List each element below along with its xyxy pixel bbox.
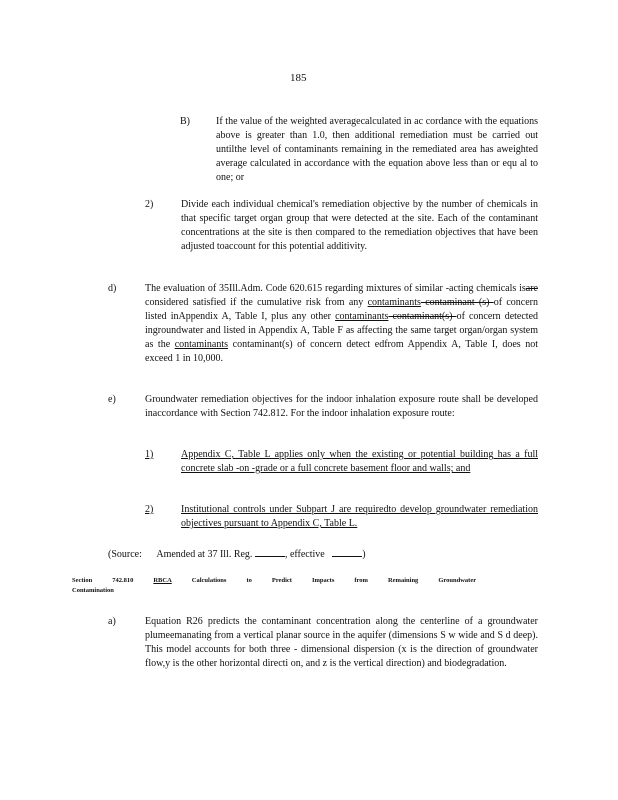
item-d-part3: considered satisfied if the cumulative risk from any [145, 297, 364, 308]
section-w9: Contamination [72, 587, 114, 594]
source-note [108, 546, 366, 562]
section-number: 742.810 [112, 577, 134, 584]
item-d-label: d) [108, 283, 117, 294]
item-d-strike3: contaminant(s) [388, 311, 457, 322]
item-d-part6: of concern listed inAppendix A, Table I, plus any other [145, 297, 539, 322]
section-w4: Predict [271, 577, 292, 584]
source-close: ) [362, 549, 366, 560]
source-open: (Source: [108, 549, 142, 560]
item-e1-label: 1) [145, 449, 154, 460]
source-effective: , effective [284, 549, 325, 560]
item-e-text: Groundwater remediation objectives for the indoor inhalation exposure route shall be developed inaccordance with Section 742.812. For the indoor inhalation exposure route: [145, 394, 538, 419]
item-d-insert3: contaminants [174, 339, 229, 350]
source-blank-date [332, 546, 362, 557]
section-w2: Calculations [191, 577, 227, 584]
item-a-text: Equation R26 predicts the contaminant concentration along the centerline of a groundwater plumeemanating from a vertical planar source in the aquifer (dimensions S w wide and S d deep). This model accounts for both three - dimensional dispersion (x is the direction of groundwater flow,y is the other horizontal directi on, and z is the vertical direction) and biodegradation. [145, 616, 538, 669]
item-e1-text: Appendix C, Table L applies only when the existing or potential building has a full concrete slab -on -grade or a full concrete basement floor and walls; and [181, 449, 538, 474]
page-number: 185 [290, 72, 307, 84]
item-d-part1: The evaluation of 35Ill.Adm. Code 620.615 regarding mixtures of similar -acting chemicals is [145, 283, 526, 294]
item-d-insert2: contaminants [335, 311, 389, 322]
item-e2-text: Institutional controls under Subpart J are requiredto develop groundwater remediation objectives pursuant to Appendix C, Table L. [181, 504, 538, 529]
section-w8: Groundwater [438, 577, 477, 584]
section-w5: Impacts [311, 577, 335, 584]
item-2-label: 2) [145, 199, 154, 210]
item-2-text: Divide each individual chemical's remediation objective by the number of chemicals in that specific target organ group that were detected at the site. Each of the contaminant concentrations at the site is then compared to the remediation objectives that have been adjusted toaccount for this potential additivity. [181, 199, 538, 252]
section-w7: Remaining [387, 577, 419, 584]
section-heading [72, 576, 512, 596]
item-e-label: e) [108, 394, 116, 405]
section-rbca: RBCA [153, 577, 172, 584]
item-a-label: a) [108, 616, 116, 627]
section-w3: to [246, 577, 252, 584]
item-d-part9: of concern detected ingroundwater and listed in Appendix A, Table F as affecting the same target organ/organ system as the [145, 311, 539, 350]
section-word: Section [72, 577, 93, 584]
item-d-insert1: contaminants [367, 297, 421, 308]
section-w6: from [354, 577, 368, 584]
item-b-text: If the value of the weighted averagecalculated in ac cordance with the equations above is greater than 1.0, then additional remediation must be carried out untilthe level of contaminants remaining in the remediated area has aweighted average calculated in accordance with the equation above less than or equ al to one; or [216, 116, 538, 183]
item-d-strike2: contaminant (s) [420, 297, 494, 308]
item-d-strike1: are [525, 283, 538, 294]
source-blank-reg [255, 546, 285, 557]
item-d-part11: contaminant(s) of concern detect edfrom Appendix A, Table I, does not exceed 1 in 10,000. [145, 339, 539, 364]
source-amended: Amended at 37 Ill. Reg. [156, 549, 253, 560]
item-d-text [145, 282, 538, 366]
item-e2-label: 2) [145, 504, 154, 515]
item-b-label: B) [180, 116, 190, 127]
